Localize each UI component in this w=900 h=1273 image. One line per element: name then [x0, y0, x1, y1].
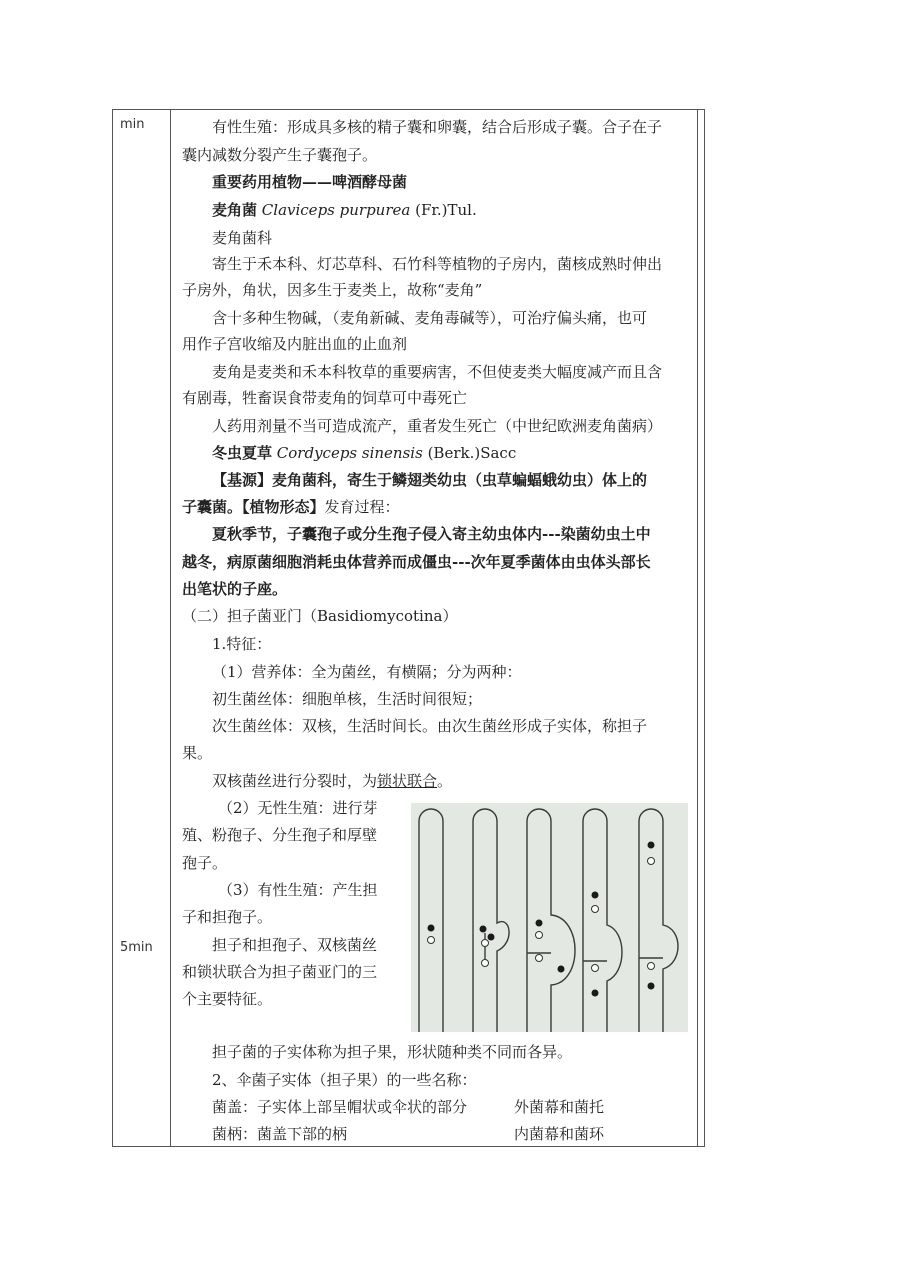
para-lifecycle-2: 越冬，病原菌细胞消耗虫体营养而成僵虫---次年夏季菌体由虫体头部长 — [182, 553, 651, 571]
para-alkaloid-1: 含十多种生物碱，（麦角新碱、麦角毒碱等），可治疗偏头痛，也可 — [212, 309, 648, 327]
nucleus-dark — [648, 842, 655, 849]
para-sexual-repro-1: 有性生殖：形成具多核的精子囊和卵囊，结合后形成子囊。合子在子 — [212, 118, 663, 136]
feature-heading: 1.特征： — [212, 635, 272, 653]
para-source-2 — [182, 497, 400, 517]
nucleus-dark — [558, 966, 565, 973]
sexual-2: 子和担孢子。 — [182, 908, 273, 926]
feature-primary-mycelium: 初生菌丝体：细胞单核，生活时间很短； — [212, 690, 483, 708]
para-clamp-connection — [212, 771, 452, 791]
term-stipe: 菌柄：菌盖下部的柄 — [212, 1125, 348, 1143]
form-text: 发育过程： — [324, 498, 400, 516]
ergot-name: 麦角菌 — [212, 201, 258, 219]
para-lifecycle-3: 出笔状的子座。 — [182, 580, 288, 598]
para-ergot-host-1: 寄生于禾本科、灯芯草科、石竹科等植物的子房内，菌核成熟时伸出 — [212, 255, 663, 273]
nucleus-light — [648, 858, 655, 865]
cordyceps-author: (Berk.)Sacc — [427, 444, 517, 462]
para-sexual-repro-2: 囊内减数分裂产生子囊孢子。 — [182, 146, 378, 164]
para-disease-1: 麦角是麦类和禾本科牧草的重要病害，不但使麦类大幅度减产而且含 — [212, 363, 663, 381]
nucleus-dark — [480, 926, 487, 933]
heading-basidiomycotina: （二）担子菌亚门（Basidiomycotina） — [182, 607, 458, 625]
asexual-2: 殖、粉孢子、分生孢子和厚壁 — [182, 826, 378, 844]
heading-important-plant: 重要药用植物——啤酒酵母菌 — [212, 173, 408, 191]
para-lifecycle-1: 夏秋季节，子囊孢子或分生孢子侵入寄主幼虫体内---染菌幼虫土中 — [212, 525, 651, 543]
asexual-1: （2）无性生殖：进行芽 — [218, 799, 378, 817]
source-text: 麦角菌科，寄生于鳞翅类幼虫（虫草蝙蝠蛾幼虫）体上的 — [272, 471, 648, 489]
main-features-1: 担子和担孢子、双核菌丝 — [212, 936, 378, 954]
feature-secondary-mycelium-2: 果。 — [182, 744, 213, 762]
nucleus-light — [536, 955, 543, 962]
term-cap: 菌盖：子实体上部呈帽状或伞状的部分 — [212, 1098, 468, 1116]
term-outer-veil: 外菌幕和菌托 — [514, 1098, 605, 1116]
nucleus-light — [592, 906, 599, 913]
clamp-post: 。 — [437, 772, 453, 790]
nucleus-dark — [488, 934, 495, 941]
heading-mushroom-names: 2、伞菌子实体（担子果）的一些名称： — [212, 1071, 477, 1089]
nucleus-light — [592, 965, 599, 972]
nucleus-light — [536, 932, 543, 939]
clamp-pre: 双核菌丝进行分裂时，为 — [212, 772, 378, 790]
form-label: 【植物形态】 — [242, 498, 325, 516]
ergot-latin: Claviceps purpurea — [261, 201, 411, 219]
nucleus-dark — [592, 990, 599, 997]
nucleus-light — [648, 963, 655, 970]
para-dosage: 人药用剂量不当可造成流产，重者发生死亡（中世纪欧洲麦角菌病） — [212, 417, 663, 435]
term-inner-veil: 内菌幕和菌环 — [514, 1125, 605, 1143]
source-text-cont: 子囊菌。 — [182, 498, 243, 516]
para-alkaloid-2: 用作子宫收缩及内脏出血的止血剂 — [182, 335, 408, 353]
ergot-family: 麦角菌科 — [212, 229, 273, 247]
ergot-author: (Fr.)Tul. — [415, 201, 477, 219]
para-ergot-host-2: 子房外，角状，因多生于麦类上，故称“麦角” — [182, 281, 483, 299]
para-basidiocarp: 担子菌的子实体称为担子果，形状随种类不同而各异。 — [212, 1043, 573, 1061]
sexual-1: （3）有性生殖：产生担 — [218, 881, 378, 899]
nucleus-dark — [592, 892, 599, 899]
feature-vegetative: （1）营养体：全为菌丝，有横隔；分为两种： — [212, 663, 522, 681]
main-features-2: 和锁状联合为担子菌亚门的三 — [182, 963, 378, 981]
nucleus-light — [482, 940, 489, 947]
ergot-title — [212, 200, 477, 220]
column-divider-time — [170, 109, 171, 1147]
asexual-3: 孢子。 — [182, 854, 228, 872]
nucleus-dark — [536, 920, 543, 927]
time-label-5min: 5min — [120, 940, 153, 955]
cordyceps-title — [212, 443, 516, 463]
para-source-1 — [212, 470, 647, 490]
nucleus-light — [482, 960, 489, 967]
para-disease-2: 有剧毒，牲畜误食带麦角的饲草可中毒死亡 — [182, 389, 468, 407]
column-divider-notes — [697, 109, 698, 1147]
cordyceps-latin: Cordyceps sinensis — [276, 444, 423, 462]
main-features-3: 个主要特征。 — [182, 990, 273, 1008]
nucleus-dark — [428, 925, 435, 932]
source-label: 【基源】 — [212, 471, 273, 489]
clamp-connection-diagram — [411, 803, 688, 1032]
clamp-term: 锁状联合 — [377, 772, 438, 790]
time-label-top: min — [120, 117, 145, 132]
cordyceps-name: 冬虫夏草 — [212, 444, 273, 462]
nucleus-light — [428, 937, 435, 944]
nucleus-dark — [648, 983, 655, 990]
feature-secondary-mycelium-1: 次生菌丝体：双核，生活时间长。由次生菌丝形成子实体，称担子 — [212, 717, 648, 735]
